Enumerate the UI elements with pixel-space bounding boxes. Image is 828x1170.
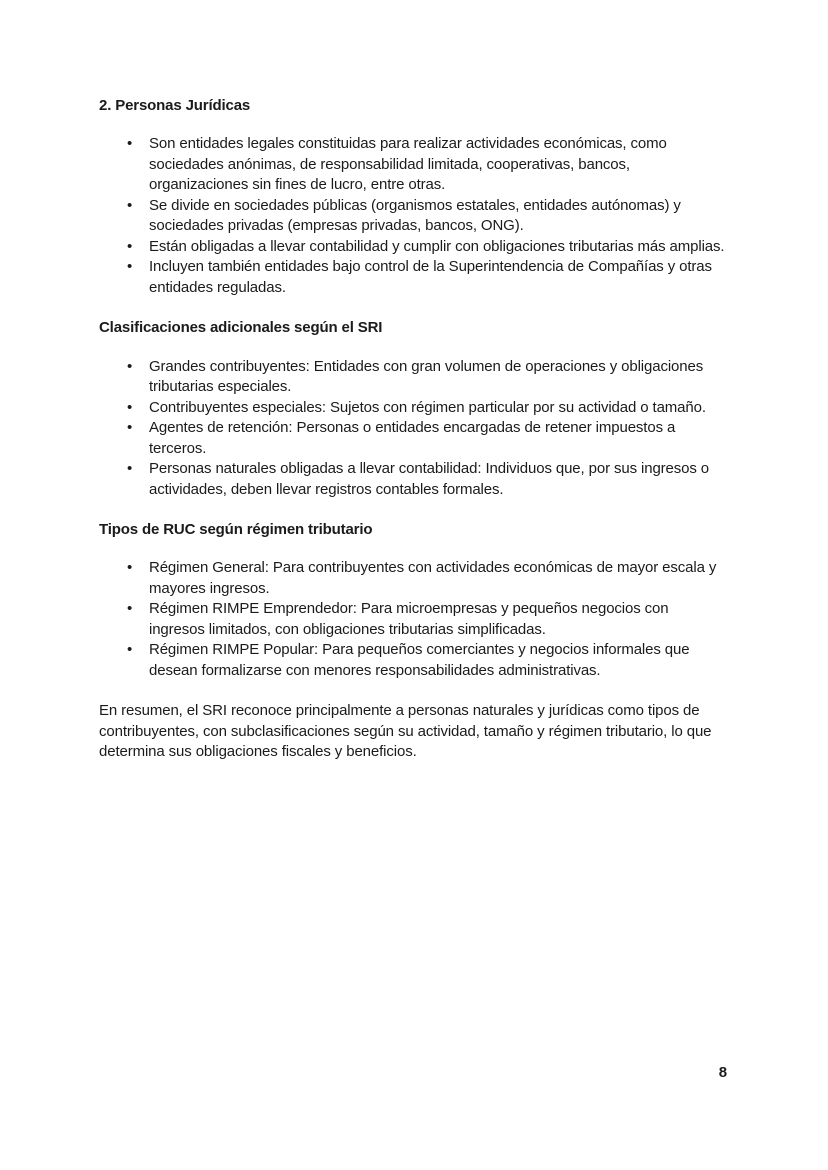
list-item — [99, 196, 727, 237]
list-item — [99, 640, 727, 681]
list-item-text: Régimen RIMPE Emprendedor: Para microempresas y pequeños negocios con ingresos limitados, con obligaciones tributarias simplificadas. — [149, 600, 669, 638]
section-block-personas-juridicas — [99, 96, 727, 298]
spacer — [99, 298, 727, 318]
list-item — [99, 418, 727, 459]
bullet-icon: • — [127, 357, 133, 375]
list-item-text: Grandes contribuyentes: Entidades con gran volumen de operaciones y obligaciones tributarias especiales. — [149, 357, 704, 395]
bullet-icon: • — [127, 641, 133, 659]
list-item — [99, 134, 727, 196]
list-item — [99, 558, 727, 599]
bullet-icon: • — [127, 398, 133, 416]
list-item — [99, 237, 727, 258]
section-block-tipos-ruc — [99, 520, 727, 681]
list-item-text: Personas naturales obligadas a llevar contabilidad: Individuos que, por sus ingresos o actividades, deben llevar registros contables formales. — [149, 460, 710, 498]
bullet-icon: • — [127, 196, 133, 214]
bullet-icon: • — [127, 135, 133, 153]
section-block-clasificaciones — [99, 318, 727, 500]
list-item-text: Agentes de retención: Personas o entidades encargadas de retener impuestos a terceros. — [149, 419, 676, 457]
list-item — [99, 357, 727, 398]
spacer — [99, 339, 727, 357]
spacer — [99, 116, 727, 134]
list-item-text: Son entidades legales constituidas para realizar actividades económicas, como sociedades anónimas, de responsabilidad limitada, cooperativas, bancos, organizaciones sin fines de lucro, entre otras. — [149, 135, 667, 194]
bullet-icon: • — [127, 419, 133, 436]
list-item-text: Contribuyentes especiales: Sujetos con régimen particular por su actividad o tamaño. — [149, 398, 706, 416]
list-item — [99, 459, 727, 500]
list-item-text: Régimen RIMPE Popular: Para pequeños comerciantes y negocios informales que desean formalizarse con menores responsabilidades administrativas. — [149, 641, 690, 679]
section-heading-tipos-ruc: Tipos de RUC según régimen tributario — [99, 521, 373, 538]
section-heading-clasificaciones: Clasificaciones adicionales según el SRI — [99, 319, 383, 337]
bullet-icon: • — [127, 258, 133, 276]
bullet-icon: • — [127, 237, 133, 255]
page-content — [99, 96, 727, 763]
spacer — [99, 540, 727, 558]
list-item-text: Están obligadas a llevar contabilidad y cumplir con obligaciones tributarias más amplias. — [149, 237, 725, 255]
bullet-list-tipos-ruc — [99, 558, 727, 681]
list-item-text: Se divide en sociedades públicas (organismos estatales, entidades autónomas) y sociedades privadas (empresas privadas, bancos, ONG). — [149, 196, 681, 235]
list-item — [99, 257, 727, 298]
list-item — [99, 599, 727, 640]
bullet-icon: • — [127, 460, 133, 477]
summary-paragraph: En resumen, el SRI reconoce principalmente a personas naturales y jurídicas como tipos de contribuyentes, con subclasificaciones según su actividad, tamaño y régimen tributario, lo que determina sus obligaciones fiscales y beneficios. — [99, 702, 712, 761]
page-number: 8 — [718, 1064, 727, 1081]
list-item — [99, 398, 727, 419]
list-item-text: Incluyen también entidades bajo control de la Superintendencia de Compañías y otras entidades reguladas. — [149, 258, 712, 296]
spacer — [99, 681, 727, 701]
bullet-list-clasificaciones — [99, 357, 727, 501]
bullet-icon: • — [127, 559, 133, 577]
list-item-text: Régimen General: Para contribuyentes con actividades económicas de mayor escala y mayores ingresos. — [149, 559, 717, 597]
spacer — [99, 500, 727, 520]
bullet-list-personas-juridicas — [99, 134, 727, 298]
bullet-icon: • — [127, 600, 133, 618]
section-heading-personas-juridicas: 2. Personas Jurídicas — [99, 97, 251, 114]
